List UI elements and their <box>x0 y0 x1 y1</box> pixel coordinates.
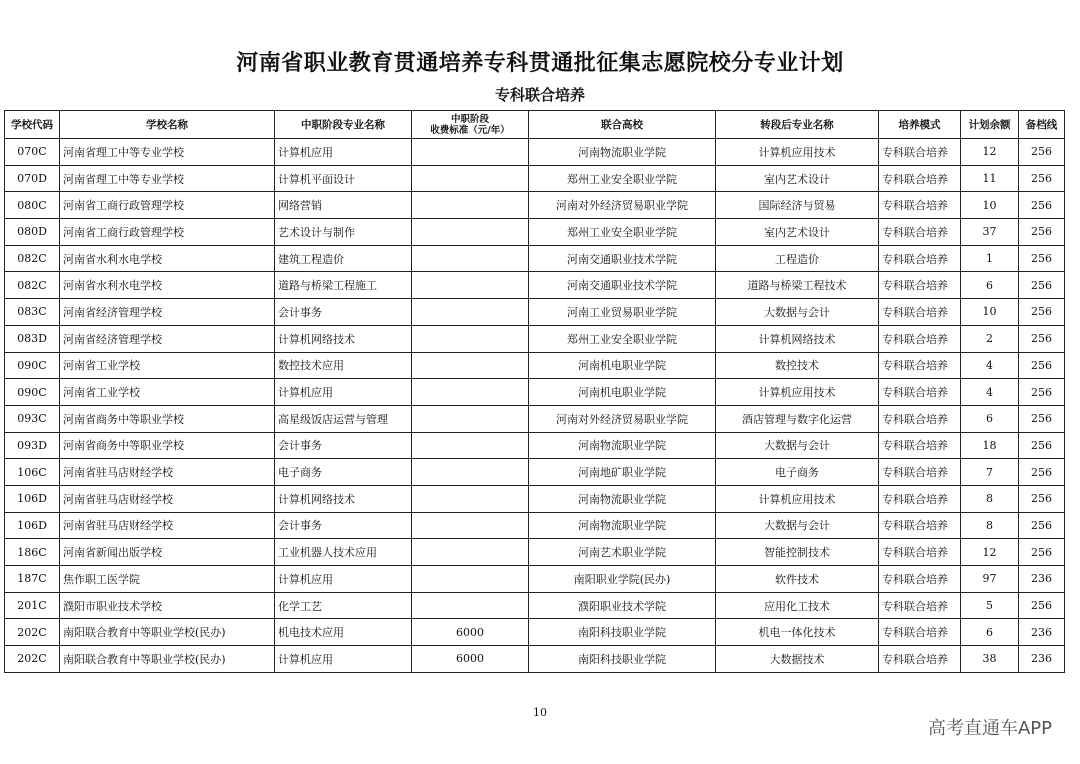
cell-cutoff: 256 <box>1019 512 1065 539</box>
cell-cutoff: 256 <box>1019 592 1065 619</box>
cell-fee <box>412 405 529 432</box>
cell-cutoff: 256 <box>1019 539 1065 566</box>
cell-major: 计算机网络技术 <box>275 325 412 352</box>
cell-partner: 河南机电职业学院 <box>529 379 716 406</box>
cell-school: 河南省理工中等专业学校 <box>60 165 275 192</box>
header-partner: 联合高校 <box>529 111 716 139</box>
cell-mode: 专科联合培养 <box>879 165 961 192</box>
cell-major: 机电技术应用 <box>275 619 412 646</box>
cell-cutoff: 256 <box>1019 405 1065 432</box>
cell-major: 高星级饭店运营与管理 <box>275 405 412 432</box>
cell-school: 河南省理工中等专业学校 <box>60 139 275 166</box>
cell-cutoff: 256 <box>1019 325 1065 352</box>
page-number: 10 <box>533 706 547 719</box>
cell-code: 106D <box>5 512 60 539</box>
table-row <box>5 165 1065 192</box>
cell-partner: 河南物流职业学院 <box>529 139 716 166</box>
cell-code: 093C <box>5 405 60 432</box>
cell-target-major: 工程造价 <box>716 245 879 272</box>
watermark: 高考直通车APP <box>927 718 1052 739</box>
cell-target-major: 大数据与会计 <box>716 512 879 539</box>
cell-remaining: 5 <box>961 592 1019 619</box>
cell-code: 070D <box>5 165 60 192</box>
document-title: 河南省职业教育贯通培养专科贯通批征集志愿院校分专业计划 <box>236 51 844 76</box>
cell-code: 080D <box>5 219 60 246</box>
cell-target-major: 大数据技术 <box>716 646 879 673</box>
cell-mode: 专科联合培养 <box>879 245 961 272</box>
table-row <box>5 432 1065 459</box>
cell-code: 082C <box>5 245 60 272</box>
cell-fee <box>412 192 529 219</box>
cell-partner: 河南对外经济贸易职业学院 <box>529 405 716 432</box>
cell-target-major: 计算机应用技术 <box>716 485 879 512</box>
table-row <box>5 592 1065 619</box>
table-row <box>5 245 1065 272</box>
cell-code: 202C <box>5 619 60 646</box>
cell-fee: 6000 <box>412 619 529 646</box>
cell-mode: 专科联合培养 <box>879 512 961 539</box>
table-row <box>5 405 1065 432</box>
cell-fee <box>412 566 529 593</box>
cell-code: 106D <box>5 485 60 512</box>
cell-school: 河南省经济管理学校 <box>60 325 275 352</box>
cell-target-major: 电子商务 <box>716 459 879 486</box>
cell-remaining: 38 <box>961 646 1019 673</box>
cell-major: 计算机应用 <box>275 646 412 673</box>
cell-remaining: 4 <box>961 352 1019 379</box>
cell-remaining: 12 <box>961 139 1019 166</box>
cell-cutoff: 256 <box>1019 485 1065 512</box>
cell-remaining: 10 <box>961 192 1019 219</box>
header-fee-line1: 中职阶段 <box>450 113 489 125</box>
cell-major: 计算机应用 <box>275 379 412 406</box>
cell-partner: 河南地矿职业学院 <box>529 459 716 486</box>
cell-fee <box>412 139 529 166</box>
cell-remaining: 6 <box>961 272 1019 299</box>
header-school: 学校名称 <box>60 111 275 139</box>
cell-mode: 专科联合培养 <box>879 432 961 459</box>
cell-fee <box>412 245 529 272</box>
table-row <box>5 459 1065 486</box>
cell-cutoff: 256 <box>1019 299 1065 326</box>
cell-mode: 专科联合培养 <box>879 459 961 486</box>
header-remaining: 计划余额 <box>961 111 1019 139</box>
cell-target-major: 大数据与会计 <box>716 299 879 326</box>
cell-school: 河南省驻马店财经学校 <box>60 459 275 486</box>
cell-mode: 专科联合培养 <box>879 192 961 219</box>
cell-target-major: 室内艺术设计 <box>716 219 879 246</box>
cell-major: 建筑工程造价 <box>275 245 412 272</box>
cell-partner: 河南物流职业学院 <box>529 485 716 512</box>
cell-fee <box>412 379 529 406</box>
cell-code: 090C <box>5 379 60 406</box>
cell-mode: 专科联合培养 <box>879 325 961 352</box>
cell-school: 濮阳市职业技术学校 <box>60 592 275 619</box>
cell-remaining: 7 <box>961 459 1019 486</box>
cell-cutoff: 236 <box>1019 619 1065 646</box>
cell-fee <box>412 485 529 512</box>
cell-school: 河南省驻马店财经学校 <box>60 512 275 539</box>
cell-code: 202C <box>5 646 60 673</box>
cell-cutoff: 256 <box>1019 272 1065 299</box>
cell-cutoff: 256 <box>1019 245 1065 272</box>
cell-school: 河南省新闻出版学校 <box>60 539 275 566</box>
header-fee-line2: 收费标准（元/年） <box>430 124 510 136</box>
cell-fee <box>412 299 529 326</box>
cell-fee <box>412 459 529 486</box>
cell-partner: 河南交通职业技术学院 <box>529 272 716 299</box>
header-target-major: 转段后专业名称 <box>716 111 879 139</box>
cell-remaining: 97 <box>961 566 1019 593</box>
cell-cutoff: 256 <box>1019 432 1065 459</box>
table-body <box>5 139 1065 673</box>
cell-school: 河南省工业学校 <box>60 352 275 379</box>
cell-partner: 南阳科技职业学院 <box>529 619 716 646</box>
cell-school: 河南省驻马店财经学校 <box>60 485 275 512</box>
cell-mode: 专科联合培养 <box>879 539 961 566</box>
cell-target-major: 室内艺术设计 <box>716 165 879 192</box>
cell-cutoff: 256 <box>1019 459 1065 486</box>
cell-mode: 专科联合培养 <box>879 592 961 619</box>
cell-cutoff: 256 <box>1019 219 1065 246</box>
cell-partner: 南阳科技职业学院 <box>529 646 716 673</box>
table-row <box>5 352 1065 379</box>
cell-major: 会计事务 <box>275 299 412 326</box>
table-row <box>5 325 1065 352</box>
cell-major: 网络营销 <box>275 192 412 219</box>
cell-remaining: 1 <box>961 245 1019 272</box>
table-row <box>5 512 1065 539</box>
cell-partner: 河南艺术职业学院 <box>529 539 716 566</box>
cell-fee <box>412 165 529 192</box>
cell-major: 会计事务 <box>275 432 412 459</box>
cell-partner: 南阳职业学院(民办) <box>529 566 716 593</box>
cell-partner: 河南工业贸易职业学院 <box>529 299 716 326</box>
cell-fee <box>412 352 529 379</box>
cell-target-major: 计算机应用技术 <box>716 379 879 406</box>
cell-cutoff: 236 <box>1019 566 1065 593</box>
cell-remaining: 8 <box>961 485 1019 512</box>
cell-remaining: 4 <box>961 379 1019 406</box>
cell-school: 河南省工业学校 <box>60 379 275 406</box>
cell-partner: 河南物流职业学院 <box>529 432 716 459</box>
table-row <box>5 192 1065 219</box>
cell-partner: 郑州工业安全职业学院 <box>529 219 716 246</box>
cell-cutoff: 256 <box>1019 139 1065 166</box>
cell-code: 083D <box>5 325 60 352</box>
cell-school: 河南省经济管理学校 <box>60 299 275 326</box>
cell-school: 河南省水利水电学校 <box>60 245 275 272</box>
cell-code: 187C <box>5 566 60 593</box>
cell-school: 南阳联合教育中等职业学校(民办) <box>60 619 275 646</box>
table-row <box>5 299 1065 326</box>
cell-mode: 专科联合培养 <box>879 219 961 246</box>
cell-partner: 郑州工业安全职业学院 <box>529 325 716 352</box>
cell-mode: 专科联合培养 <box>879 139 961 166</box>
cell-target-major: 大数据与会计 <box>716 432 879 459</box>
cell-code: 186C <box>5 539 60 566</box>
cell-target-major: 计算机应用技术 <box>716 139 879 166</box>
cell-remaining: 8 <box>961 512 1019 539</box>
cell-major: 电子商务 <box>275 459 412 486</box>
table-row <box>5 139 1065 166</box>
cell-target-major: 数控技术 <box>716 352 879 379</box>
cell-partner: 河南交通职业技术学院 <box>529 245 716 272</box>
cell-fee <box>412 219 529 246</box>
table-row <box>5 539 1065 566</box>
cell-partner: 河南机电职业学院 <box>529 352 716 379</box>
cell-code: 082C <box>5 272 60 299</box>
cell-remaining: 6 <box>961 619 1019 646</box>
header-major: 中职阶段专业名称 <box>275 111 412 139</box>
cell-partner: 河南对外经济贸易职业学院 <box>529 192 716 219</box>
header-fee <box>412 111 529 139</box>
cell-school: 河南省水利水电学校 <box>60 272 275 299</box>
cell-school: 焦作职工医学院 <box>60 566 275 593</box>
cell-code: 090C <box>5 352 60 379</box>
cell-major: 计算机平面设计 <box>275 165 412 192</box>
cell-fee <box>412 512 529 539</box>
cell-major: 计算机应用 <box>275 139 412 166</box>
cell-school: 河南省商务中等职业学校 <box>60 405 275 432</box>
cell-major: 计算机网络技术 <box>275 485 412 512</box>
table-row <box>5 379 1065 406</box>
cell-fee <box>412 325 529 352</box>
cell-remaining: 11 <box>961 165 1019 192</box>
cell-school: 河南省商务中等职业学校 <box>60 432 275 459</box>
cell-mode: 专科联合培养 <box>879 485 961 512</box>
document-subtitle: 专科联合培养 <box>494 86 585 104</box>
cell-remaining: 10 <box>961 299 1019 326</box>
cell-code: 093D <box>5 432 60 459</box>
cell-school: 河南省工商行政管理学校 <box>60 192 275 219</box>
cell-fee <box>412 592 529 619</box>
cell-target-major: 智能控制技术 <box>716 539 879 566</box>
table-row <box>5 485 1065 512</box>
header-code: 学校代码 <box>5 111 60 139</box>
table-header-row <box>5 111 1065 139</box>
plan-table <box>4 110 1065 673</box>
cell-target-major: 软件技术 <box>716 566 879 593</box>
cell-mode: 专科联合培养 <box>879 566 961 593</box>
cell-fee <box>412 539 529 566</box>
cell-remaining: 12 <box>961 539 1019 566</box>
cell-target-major: 应用化工技术 <box>716 592 879 619</box>
cell-target-major: 国际经济与贸易 <box>716 192 879 219</box>
cell-cutoff: 256 <box>1019 165 1065 192</box>
table-row <box>5 646 1065 673</box>
cell-remaining: 37 <box>961 219 1019 246</box>
table-row <box>5 566 1065 593</box>
table-row <box>5 219 1065 246</box>
cell-code: 070C <box>5 139 60 166</box>
cell-remaining: 6 <box>961 405 1019 432</box>
cell-mode: 专科联合培养 <box>879 352 961 379</box>
cell-mode: 专科联合培养 <box>879 379 961 406</box>
cell-mode: 专科联合培养 <box>879 619 961 646</box>
cell-major: 计算机应用 <box>275 566 412 593</box>
cell-major: 工业机器人技术应用 <box>275 539 412 566</box>
cell-school: 南阳联合教育中等职业学校(民办) <box>60 646 275 673</box>
table-row <box>5 272 1065 299</box>
cell-major: 道路与桥梁工程施工 <box>275 272 412 299</box>
cell-code: 201C <box>5 592 60 619</box>
cell-code: 080C <box>5 192 60 219</box>
cell-remaining: 18 <box>961 432 1019 459</box>
cell-fee: 6000 <box>412 646 529 673</box>
cell-fee <box>412 272 529 299</box>
cell-school: 河南省工商行政管理学校 <box>60 219 275 246</box>
cell-partner: 郑州工业安全职业学院 <box>529 165 716 192</box>
cell-code: 106C <box>5 459 60 486</box>
cell-target-major: 酒店管理与数字化运营 <box>716 405 879 432</box>
cell-mode: 专科联合培养 <box>879 646 961 673</box>
cell-fee <box>412 432 529 459</box>
cell-major: 数控技术应用 <box>275 352 412 379</box>
cell-mode: 专科联合培养 <box>879 405 961 432</box>
cell-major: 会计事务 <box>275 512 412 539</box>
cell-partner: 河南物流职业学院 <box>529 512 716 539</box>
cell-code: 083C <box>5 299 60 326</box>
cell-major: 艺术设计与制作 <box>275 219 412 246</box>
cell-target-major: 计算机网络技术 <box>716 325 879 352</box>
cell-cutoff: 236 <box>1019 646 1065 673</box>
header-mode: 培养模式 <box>879 111 961 139</box>
table-row <box>5 619 1065 646</box>
cell-remaining: 2 <box>961 325 1019 352</box>
cell-cutoff: 256 <box>1019 379 1065 406</box>
cell-cutoff: 256 <box>1019 352 1065 379</box>
cell-partner: 濮阳职业技术学院 <box>529 592 716 619</box>
cell-mode: 专科联合培养 <box>879 299 961 326</box>
cell-major: 化学工艺 <box>275 592 412 619</box>
header-cutoff: 备档线 <box>1019 111 1065 139</box>
cell-cutoff: 256 <box>1019 192 1065 219</box>
cell-target-major: 机电一体化技术 <box>716 619 879 646</box>
cell-mode: 专科联合培养 <box>879 272 961 299</box>
cell-target-major: 道路与桥梁工程技术 <box>716 272 879 299</box>
